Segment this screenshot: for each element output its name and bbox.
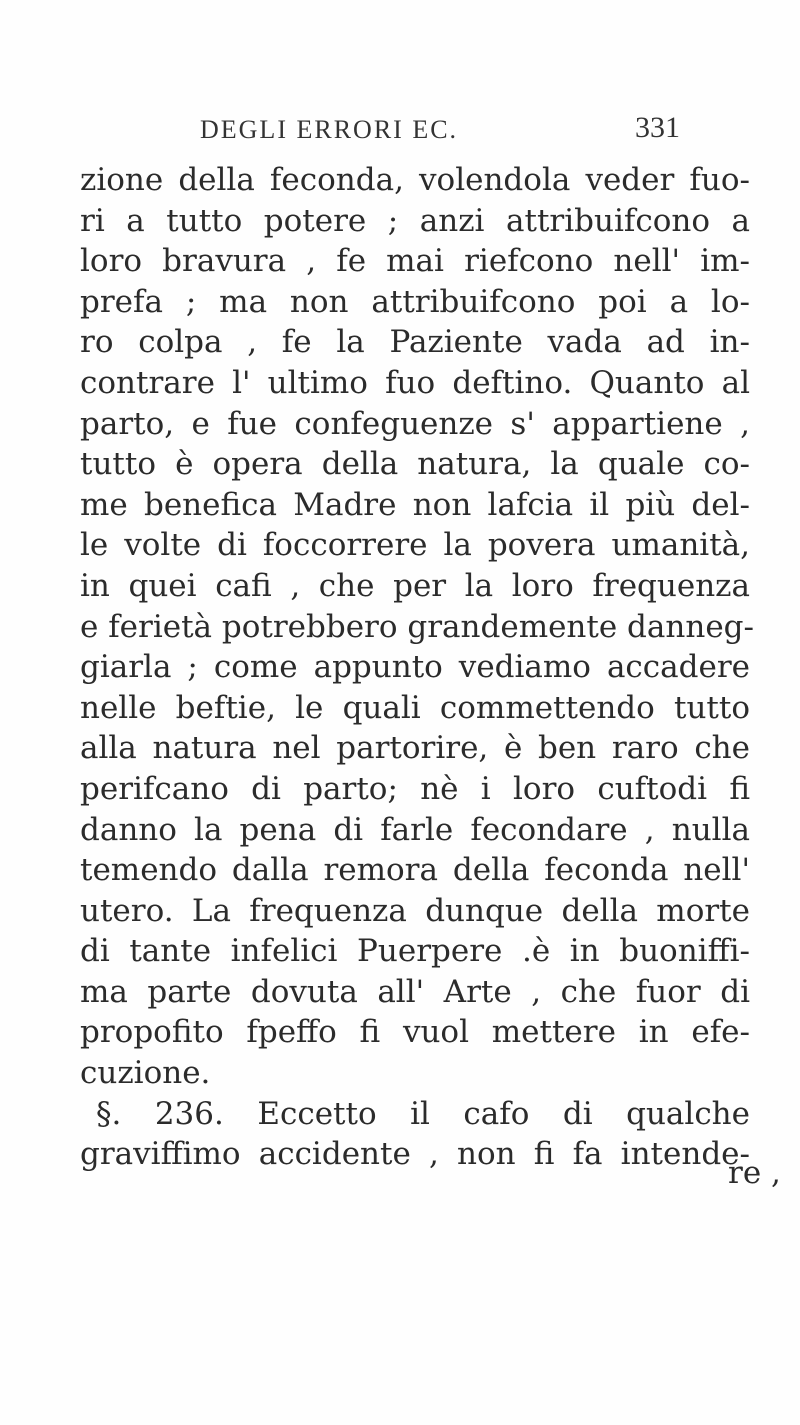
text-line: ma parte dovuta all' Arte , che fuor di — [80, 973, 750, 1010]
catchword: re , — [728, 1155, 781, 1191]
section-start-line: §. 236. Eccetto il cafo di qualche — [96, 1095, 750, 1132]
running-head — [200, 111, 680, 155]
text-line: tutto è opera della natura, la quale co- — [80, 446, 750, 483]
text-line: nelle beftie, le quali commettendo tutto — [80, 689, 750, 726]
page-number: 331 — [635, 111, 680, 144]
text-line: contrare l' ultimo fuo deftino. Quanto al — [80, 364, 750, 401]
text-line: zione della feconda, volendola veder fuo- — [80, 162, 750, 198]
text-line: me benefica Madre non lafcia il più del- — [80, 486, 750, 523]
text-line: di tante infelici Puerpere .è in buoniffi- — [80, 933, 750, 970]
text-line: parto, e fue confeguenze s' appartiene , — [80, 405, 750, 442]
text-line: le volte di foccorrere la povera umanità, — [80, 527, 750, 564]
text-line: ro colpa , fe la Paziente vada ad in- — [80, 324, 750, 361]
text-line: propofito fpeffo fi vuol mettere in efe- — [80, 1014, 750, 1051]
text-line: ri a tutto potere ; anzi attribuifcono a — [80, 202, 750, 239]
text-line: alla natura nel partorire, è ben raro che — [80, 730, 750, 767]
text-line: prefa ; ma non attribuifcono poi a lo- — [80, 283, 750, 320]
text-line: temendo dalla remora della feconda nell' — [80, 852, 750, 889]
body-text — [80, 160, 754, 1175]
text-line: utero. La frequenza dunque della morte — [80, 892, 750, 929]
text-line: in quei cafi , che per la loro frequenza — [80, 567, 750, 604]
text-line: giarla ; come appunto vediamo accadere — [80, 649, 750, 686]
text-line: loro bravura , fe mai riefcono nell' im- — [80, 243, 750, 280]
running-title: DEGLI ERRORI EC. — [200, 115, 459, 144]
text-line: e ferietà potrebbero grandemente danneg- — [80, 608, 754, 645]
text-line: perifcano di parto; nè i loro cuftodi fi — [80, 770, 750, 807]
text-line: cuzione. — [80, 1055, 211, 1092]
text-line: graviffimo accidente , non fi fa intende- — [80, 1136, 750, 1173]
text-line: danno la pena di farle fecondare , nulla — [80, 811, 750, 848]
